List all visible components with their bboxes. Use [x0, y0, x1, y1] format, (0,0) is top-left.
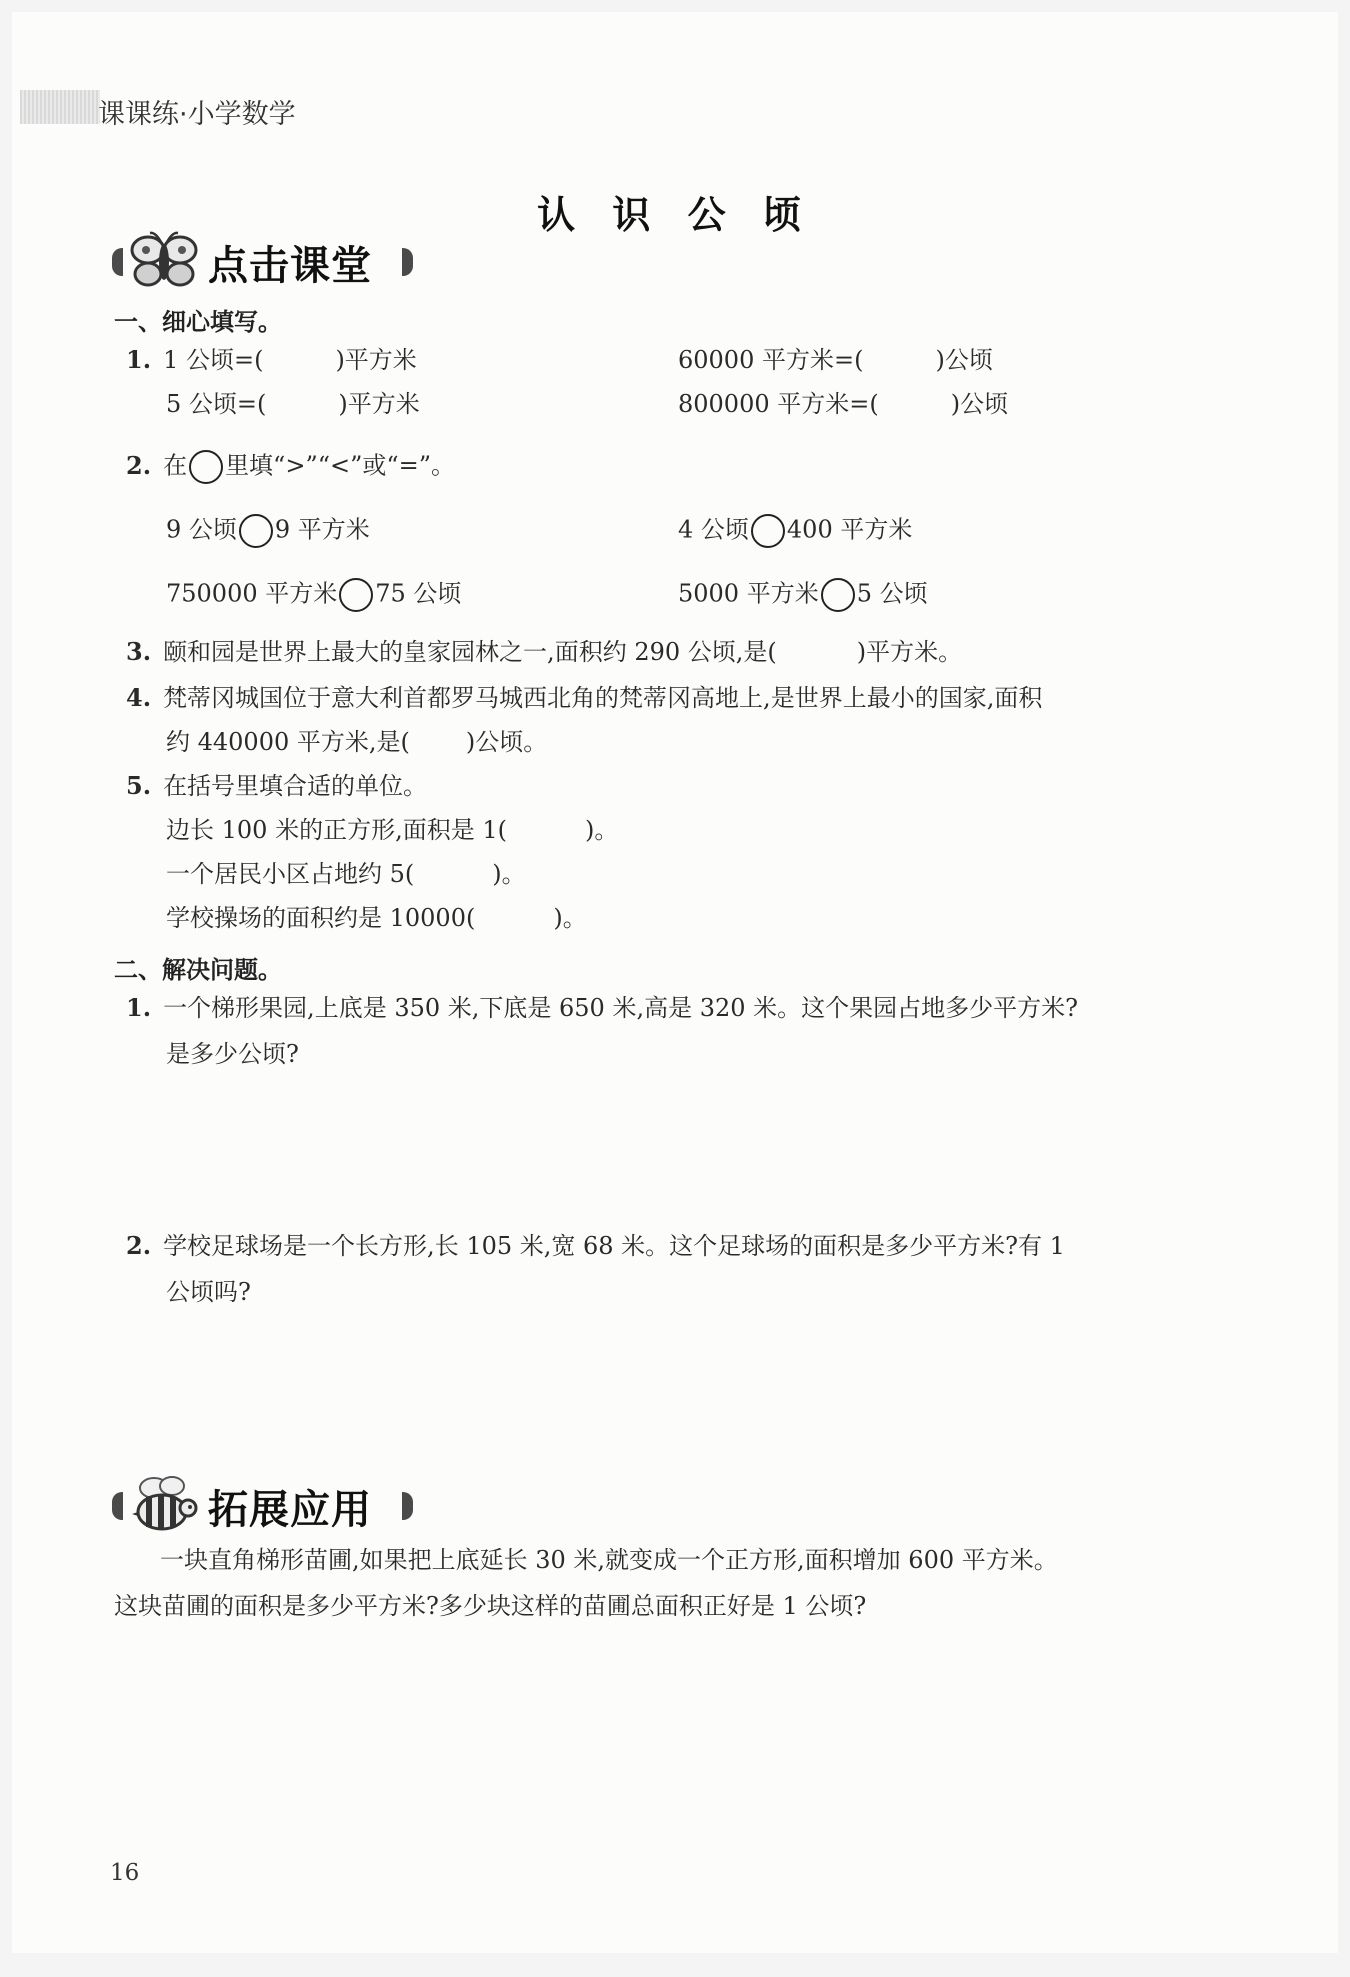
- q1-row2-right: 800000 平方米=( )公顷: [678, 390, 1009, 418]
- question-number: 2.: [126, 450, 152, 480]
- part2-heading: 二、解决问题。: [114, 956, 282, 984]
- header-band: [20, 90, 100, 124]
- butterfly-icon: [126, 230, 202, 292]
- part1-heading: 一、细心填写。: [114, 308, 282, 336]
- answer-circle[interactable]: [339, 578, 373, 612]
- question-number: 1.: [126, 993, 152, 1022]
- p2-q1-line1: 1. 一个梯形果园,上底是 350 米,下底是 650 米,高是 320 米。这个果园占地多少平方米?: [126, 993, 1079, 1022]
- q2-item-c: 750000 平方米 75 公顷: [166, 578, 461, 612]
- answer-circle[interactable]: [751, 514, 785, 548]
- question-number: 5.: [126, 771, 152, 800]
- q1-row2-left: 5 公顷=( )平方米: [166, 390, 420, 418]
- q2-item-b: 4 公顷 400 平方米: [678, 514, 912, 548]
- q1-row1-left: 1. 1 公顷=( )平方米: [126, 345, 417, 374]
- section-banner-label: 拓展应用: [208, 1487, 372, 1533]
- section-banner-label: 点击课堂: [208, 243, 372, 289]
- page-title: 认 识 公 顷: [537, 193, 813, 237]
- q5-item-b: 一个居民小区占地约 5( )。: [166, 860, 526, 888]
- banner-right-cap: [402, 248, 413, 276]
- bee-icon: [128, 1474, 202, 1536]
- q2-item-a: 9 公顷 9 平方米: [166, 514, 370, 548]
- section-banner-extension: [112, 1474, 432, 1534]
- banner-left-cap: [112, 1492, 123, 1520]
- compare-circle-icon: [189, 450, 223, 484]
- q2-prompt: 2. 在 里填“>”“<”或“=”。: [126, 450, 455, 484]
- section-banner-click-class: [112, 230, 432, 290]
- p2-q1-line2: 是多少公顷?: [166, 1040, 299, 1068]
- q2-item-d: 5000 平方米 5 公顷: [678, 578, 928, 612]
- page-number: 16: [110, 1860, 140, 1886]
- q5-prompt: 5. 在括号里填合适的单位。: [126, 771, 428, 800]
- q5-item-c: 学校操场的面积约是 10000( )。: [166, 904, 587, 932]
- banner-right-cap: [402, 1492, 413, 1520]
- question-number: 3.: [126, 637, 152, 666]
- banner-left-cap: [112, 248, 123, 276]
- workbook-page: [12, 12, 1338, 1953]
- extension-line1: 一块直角梯形苗圃,如果把上底延长 30 米,就变成一个正方形,面积增加 600 平方米。: [160, 1546, 1058, 1574]
- answer-circle[interactable]: [821, 578, 855, 612]
- p2-q2-line2: 公顷吗?: [166, 1278, 251, 1306]
- p2-q2-line1: 2. 学校足球场是一个长方形,长 105 米,宽 68 米。这个足球场的面积是多少平方米?有 1: [126, 1231, 1065, 1260]
- extension-line2: 这块苗圃的面积是多少平方米?多少块这样的苗圃总面积正好是 1 公顷?: [114, 1592, 867, 1620]
- question-number: 4.: [126, 683, 152, 712]
- q1-row1-right: 60000 平方米=( )公顷: [678, 346, 993, 374]
- header-title: 课课练·小学数学: [98, 99, 296, 130]
- answer-circle[interactable]: [239, 514, 273, 548]
- q4-line1: 4. 梵蒂冈城国位于意大利首都罗马城西北角的梵蒂冈高地上,是世界上最小的国家,面积: [126, 683, 1043, 712]
- question-number: 2.: [126, 1231, 152, 1260]
- question-number: 1.: [126, 345, 152, 374]
- q4-line2: 约 440000 平方米,是( )公顷。: [166, 728, 548, 756]
- q5-item-a: 边长 100 米的正方形,面积是 1( )。: [166, 816, 619, 844]
- q3: 3. 颐和园是世界上最大的皇家园林之一,面积约 290 公顷,是( )平方米。: [126, 637, 963, 666]
